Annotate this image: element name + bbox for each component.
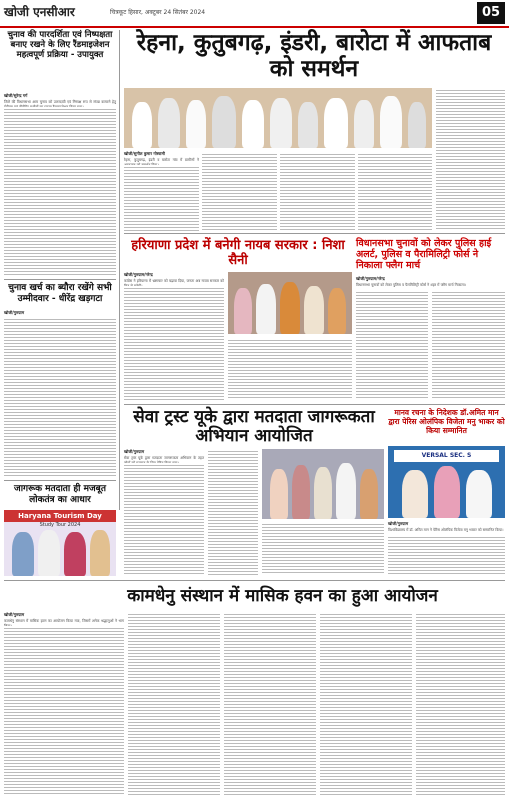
dateline: चित्रकूट हिसार, अक्टूबर 24 सितंबर 2024	[110, 9, 206, 16]
left-mid-headline: चुनाव खर्च का ब्यौरा रखेंगे सभी उम्मीदवार - धीरेंद्र खड़गटा	[8, 283, 112, 304]
main-body-col4	[358, 152, 432, 231]
section-rule	[4, 580, 505, 581]
seva-trust-body-col1	[124, 463, 204, 575]
havan-byline: खोजी/गुरुग्राम	[4, 612, 25, 617]
section-rule	[124, 233, 505, 234]
main-photo	[124, 88, 432, 148]
main-byline: खोजी/सुनील कुमार गोस्वामी	[124, 151, 165, 156]
haryana-byline: खोजी/गुरुग्राम/नरेन्द्र	[124, 272, 153, 277]
paralympic-byline: खोजी/गुरुग्राम	[388, 521, 409, 526]
haryana-body	[124, 286, 224, 400]
haryana-lede: कांग्रेस ने हरियाणा में भ्रष्टाचार को बढ़ावा दिया, जनता अब नायब सरकार को	[124, 279, 224, 283]
left-mid-body	[4, 317, 116, 477]
left-top-headline: चुनाव की पारदर्शिता एवं निष्पक्षता बनाए रखने के लिए रैंडमाइजेशन महत्वपूर्ण प्रक्रिया - उपायुक्त	[7, 30, 113, 60]
haryana-photo	[228, 272, 352, 334]
main-headline: रेहना, कुतुबगढ़, इंडरी, बारोटा में आफताब को समर्थन	[136, 30, 492, 82]
havan-headline: कामधेनु संस्थान में मासिक हवन का हुआ आयोजन	[127, 586, 438, 606]
seva-trust-byline: खोजी/गुरुग्राम	[124, 449, 145, 454]
section-rule	[4, 480, 116, 481]
paralympic-lede: विश्वविद्यालय में डॉ. अमित मान ने पेरिस ओलंपिक विजेता मनु भाकर को सम्मानित किया।	[388, 528, 504, 532]
tourism-photo	[4, 510, 116, 576]
paralympic-photo	[388, 446, 505, 518]
seva-trust-body-col3	[262, 522, 384, 575]
election-alert-body-col2	[432, 290, 505, 400]
left-top-body	[4, 107, 116, 275]
main-body-col3	[280, 152, 355, 231]
election-alert-body-col1	[356, 290, 428, 400]
main-lede: रेहना, कुतुबगढ़, इंडरी व बारोटा गांव में ग्रामीणों ने	[124, 158, 199, 162]
paralympic-headline: मानव रचना के निदेशक डॉ.अमित मान द्वारा पेरिस ओलंपिक विजेता मनु भाकर को किया सम्मानित	[388, 408, 505, 435]
left-mid-byline: खोजी/गुरुग्राम	[4, 310, 25, 315]
haryana-body-col2	[228, 338, 352, 400]
havan-body-col2	[128, 612, 220, 796]
havan-body-col5	[416, 612, 505, 796]
havan-lede: कामधेनु संस्थान में मासिक हवन का आयोजन किया गया, जिसमें अनेक श्रद्धालुओं ने भाग	[4, 619, 124, 623]
election-alert-lede: विधानसभा चुनावों को लेकर पुलिस व पैरामिलिट्री फोर्स ने शहर में फ्लैग मार्च निकाला।	[356, 283, 466, 287]
havan-body-col3	[224, 612, 316, 796]
left-top-lede: जिले की विधानसभा आम चुनाव को उत्तरदायी एवं निष्पक्ष रूप से संपन्न करवाने हेतु	[4, 100, 116, 104]
masthead	[0, 0, 509, 28]
tourism-banner: Haryana Tourism Day	[4, 510, 116, 522]
main-body-col5	[436, 88, 505, 231]
section-rule	[124, 404, 505, 405]
page-number: 05	[477, 2, 505, 24]
havan-body-col1	[4, 626, 124, 796]
paralympic-banner: VERSAL SEC. S	[394, 450, 499, 462]
main-body-col1	[124, 165, 199, 231]
brand-name: खोजी एनसीआर	[4, 5, 75, 19]
section-rule	[4, 279, 116, 280]
seva-trust-photo	[262, 449, 384, 519]
tourism-headline: जागरूक मतदाता ही मजबूत लोकतंत्र का आधार	[14, 484, 106, 505]
tourism-banner-sub: Study Tour 2024	[39, 522, 81, 528]
seva-trust-lede: सेवा ट्रस्ट यूके द्वारा मतदाता जागरूकता अभियान के तहत	[124, 456, 204, 460]
havan-body-col4	[320, 612, 412, 796]
election-alert-headline: विधानसभा चुनावों को लेकर पुलिस हाई अलर्ट, पुलिस व पैरामिलिट्री फोर्स ने निकाला फ्लैग मार्च	[356, 238, 492, 271]
seva-trust-headline: सेवा ट्रस्ट यूके द्वारा मतदाता जागरूकता अभियान आयोजित	[133, 407, 375, 446]
left-top-byline: खोजी/सुरेन्द्र गर्ग	[4, 93, 28, 98]
haryana-headline: हरियाणा प्रदेश में बनेगी नायब सरकार : निशा सैनी	[131, 238, 345, 268]
paralympic-body	[388, 535, 505, 575]
seva-trust-body-col2	[208, 449, 258, 575]
main-body-col2	[202, 152, 277, 231]
column-divider	[119, 30, 120, 510]
election-alert-byline: खोजी/गुरुग्राम/नरेन्द्र	[356, 276, 385, 281]
